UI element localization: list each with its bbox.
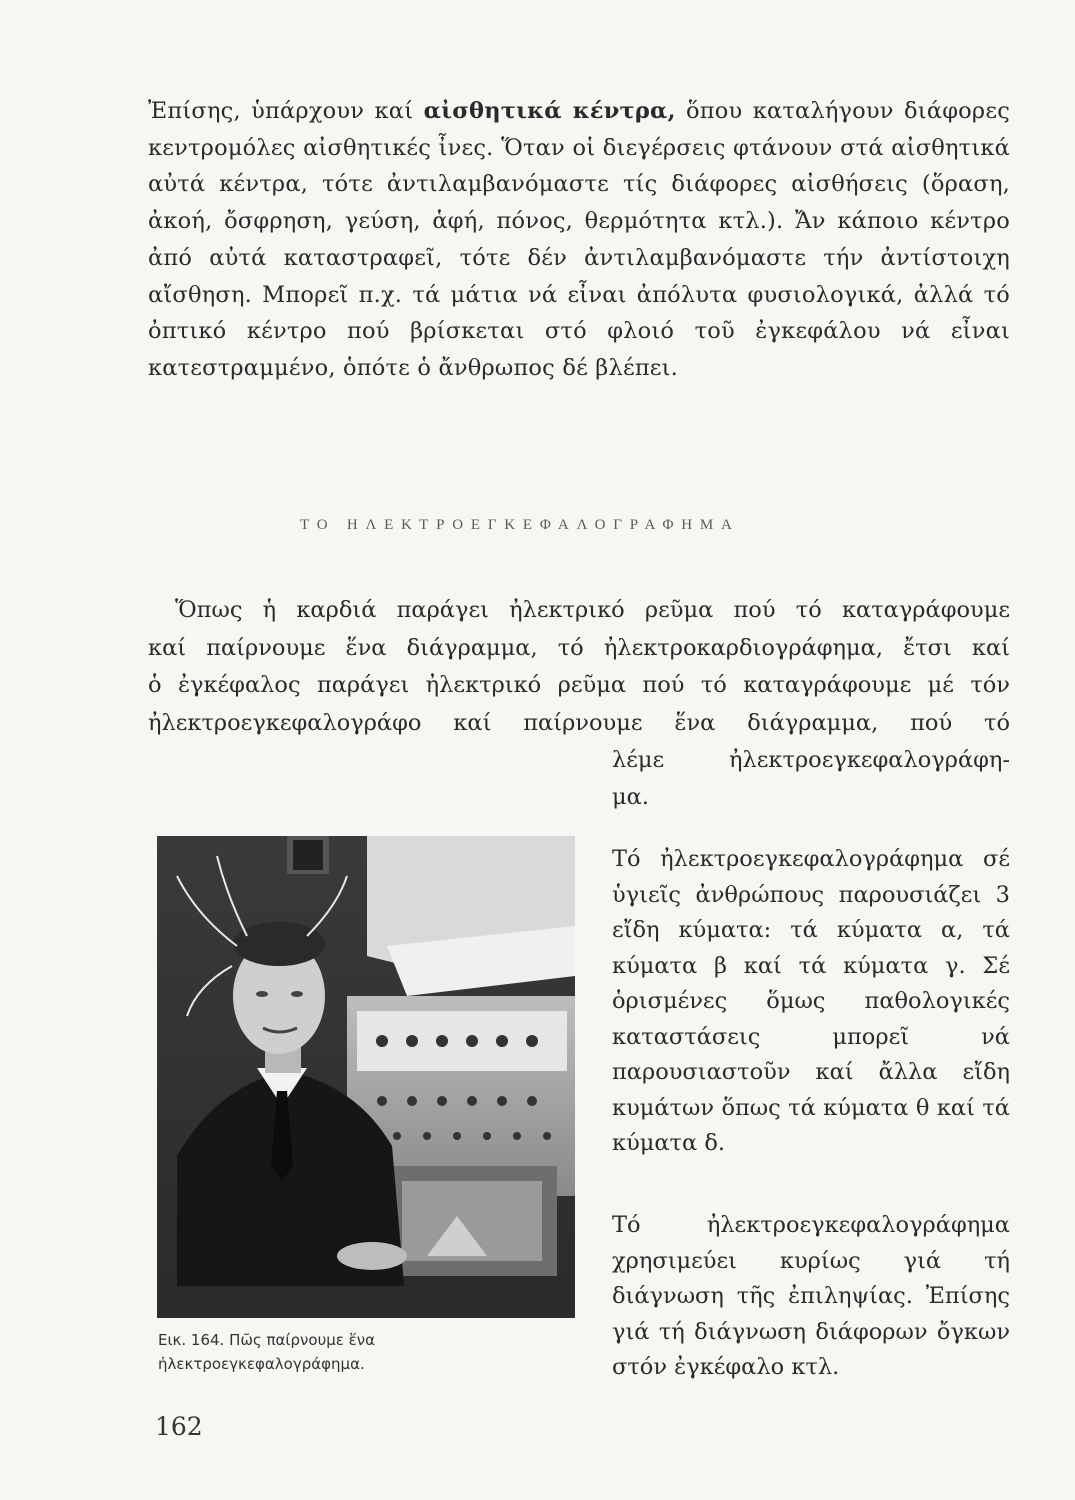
page-number: 162 — [155, 1412, 203, 1441]
eeg-photo — [157, 836, 575, 1318]
eeg-line-2: καί παίρνουμε ἕνα διάγραμμα, τό ἠλεκτροκαρδιογράφημα, ἔτσι καί — [148, 635, 1010, 661]
section-heading: ΤΟ ΗΛΕΚΤΡΟΕΓΚΕΦΑΛΟΓΡΑΦΗΜΑ — [300, 517, 740, 533]
eeg-line-3: ὁ ἐγκέφαλος παράγει ἠλεκτρικό ρεῦμα πού τό καταγράφουμε μέ τόν — [148, 672, 1010, 698]
intro-text-b: ὅπου καταλήγουν διάφορες κεντρομόλες αἰσθητικές ἶνες. Ὅταν οἱ διεγέρσεις φτάνουν στά αἰσθητικά αὐτά κέντρα, τότε ἀντιλαμβανόμαστε τίς διάφορες αἰσθήσεις (ὅραση, ἀκοή, ὄσφρηση, γεύση, ἁφή, πόνος, θερμότητα κτλ.). Ἄν κάποιο κέντρο ἀπό αὐτά καταστραφεῖ, τότε δέν ἀντιλαμβανόμαστε τήν ἀντίστοιχη αἴσθηση. Μπορεῖ π.χ. τά μάτια νά εἶναι ἀπόλυτα φυσιολογικά, ἀλλά τό ὀπτικό κέντρο πού βρίσκεται στό φλοιό τοῦ ἐγκεφάλου νά εἶναι κατεστραμμένο, ὁπότε ὁ ἄνθρωπος δέ βλέπει. — [148, 98, 1010, 381]
intro-bold-term: αἰσθητικά κέντρα, — [423, 98, 676, 124]
eeg-line-4: ἠλεκτροεγκεφαλογράφο καί παίρνουμε ἕνα διάγραμμα, πού τό — [148, 710, 1010, 736]
eeg-photo-illustration — [157, 836, 575, 1318]
right-col-paragraph-2: Τό ἠλεκτροεγκεφαλογράφημα χρησιμεύει κυρίως γιά τή διάγνωση τῆς ἐπιληψίας. Ἐπίσης γιά τή διάγνωση διάφορων ὄγκων στόν ἐγκέφαλο κτλ. — [612, 1212, 1010, 1380]
eeg-line-6: μα. — [612, 784, 649, 810]
right-col-paragraph-1: Τό ἠλεκτροεγκεφαλογράφημα σέ ὑγιεῖς ἀνθρώπους παρουσιάζει 3 εἴδη κύματα: τά κύματα α, τά κύματα β καί τά κύματα γ. Σέ ὁρισμένες ὅμως παθολογικές καταστάσεις μπορεῖ νά παρουσιαστοῦν καί ἄλλα εἴδη κυμάτων ὅπως τά κύματα θ καί τά κύματα δ. — [612, 846, 1010, 1156]
intro-paragraph — [148, 93, 1010, 387]
figure-caption: Εικ. 164. Πῶς παίρνουμε ἕνα ἠλεκτροεγκεφαλογράφημα. — [158, 1331, 376, 1373]
eeg-line-1: Ὅπως ἡ καρδιά παράγει ἠλεκτρικό ρεῦμα πού τό καταγράφουμε — [175, 597, 1010, 623]
intro-text-a: Ἐπίσης, ὑπάρχουν καί — [148, 98, 424, 124]
eeg-line-5: λέμε ἠλεκτροεγκεφαλογράφη- — [612, 747, 1010, 773]
